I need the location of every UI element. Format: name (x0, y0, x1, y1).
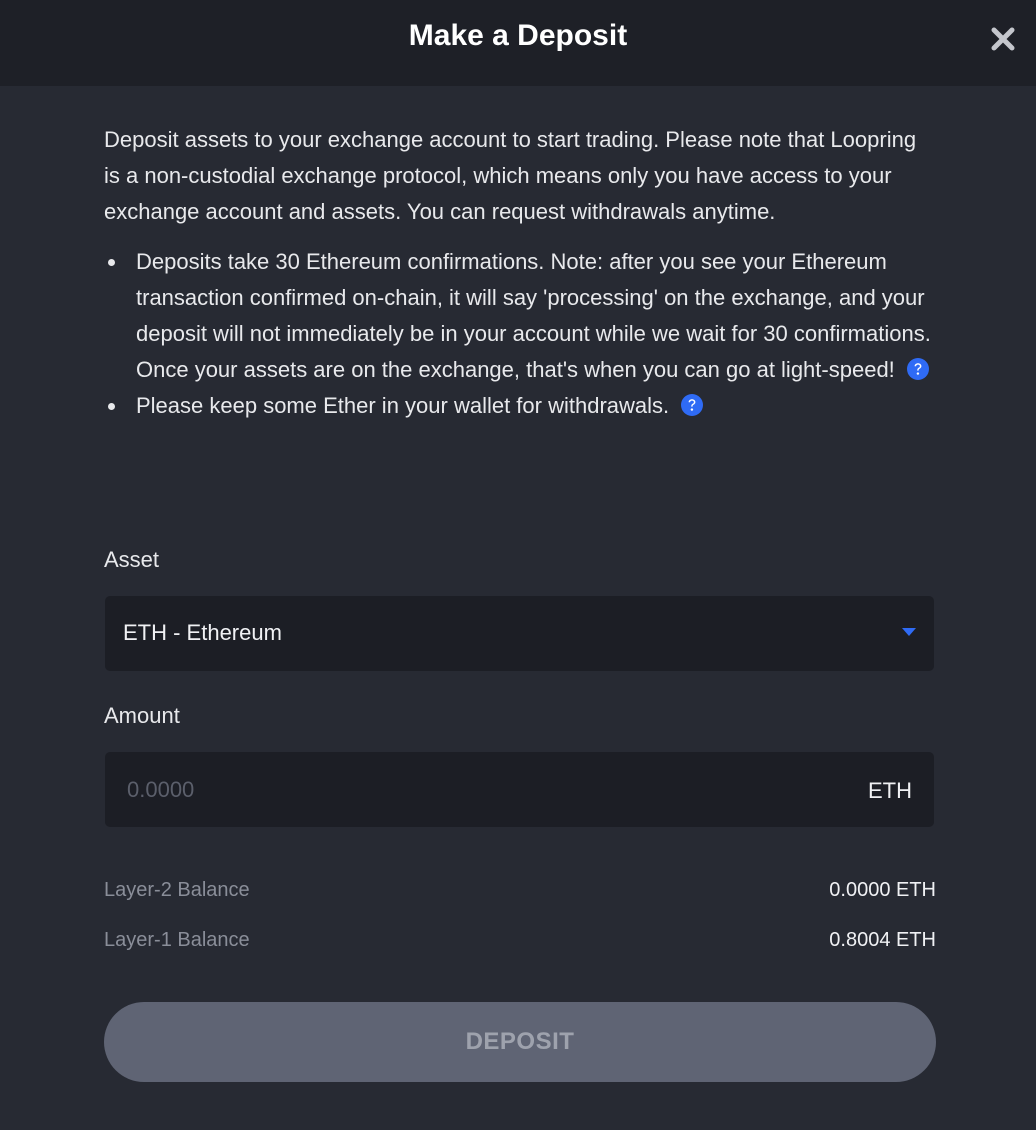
asset-selected-value: ETH - Ethereum (123, 620, 282, 645)
asset-select[interactable] (105, 596, 934, 671)
note-item-keep-ether (104, 388, 936, 424)
question-circle-icon[interactable] (681, 391, 703, 413)
intro-text: Deposit assets to your exchange account to start trading. Please note that Loopring is a non-custodial exchange protocol, which means only you have access to your exchange account and assets. You can request withdrawals anytime. (104, 127, 917, 224)
layer1-balance-value: 0.8004 ETH (829, 929, 936, 951)
question-circle-icon[interactable] (907, 355, 929, 377)
amount-field (105, 752, 934, 827)
note-text: Please keep some Ether in your wallet for withdrawals. (136, 393, 670, 418)
layer2-balance-label: Layer-2 Balance (104, 879, 250, 901)
close-button[interactable] (986, 22, 1020, 56)
layer1-balance-label: Layer-1 Balance (104, 929, 250, 951)
deposit-notes (104, 244, 936, 424)
bullet-dot (108, 403, 115, 410)
deposit-button[interactable]: DEPOSIT (104, 1002, 936, 1082)
amount-input[interactable] (105, 752, 825, 827)
chevron-down-icon (902, 628, 916, 636)
asset-label: Asset (104, 547, 160, 572)
modal-header (0, 0, 1036, 86)
bullet-dot (108, 259, 115, 266)
amount-label: Amount (104, 703, 180, 728)
layer2-balance-value: 0.0000 ETH (829, 879, 936, 901)
note-text: Deposits take 30 Ethereum confirmations. Note: after you see your Ethereum transaction confirmed on-chain, it will say 'processing' on the exchange, and your deposit will not immediately be in your account while we wait for 30 confirmations. Once your assets are on the exchange, that's when you can go at light-speed! (136, 249, 931, 382)
close-icon (986, 22, 1020, 56)
modal-body (104, 122, 936, 424)
note-item-confirmations (104, 244, 936, 388)
amount-unit: ETH (868, 778, 912, 803)
modal-title: Make a Deposit (408, 19, 628, 52)
